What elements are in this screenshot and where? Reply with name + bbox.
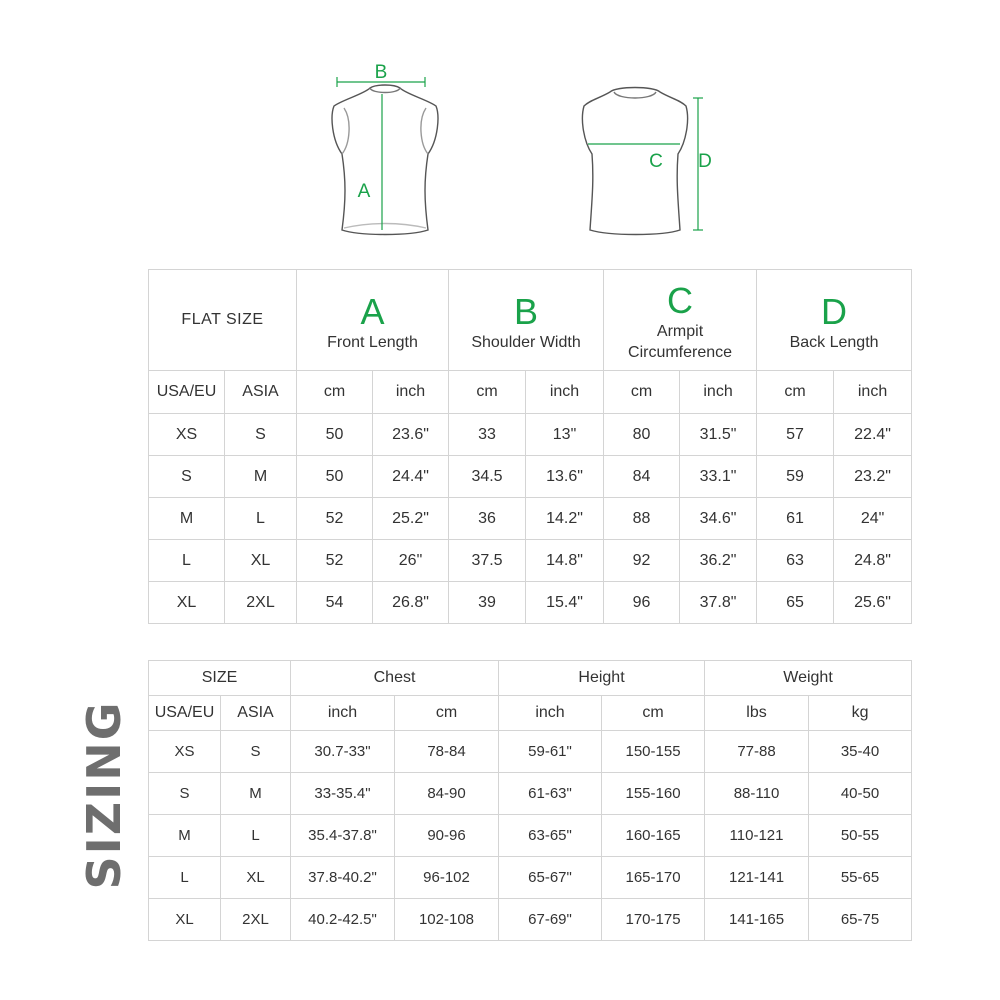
table-cell: 34.6" bbox=[680, 498, 757, 540]
table-cell: 67-69" bbox=[499, 899, 602, 941]
unit-header-cell: inch bbox=[526, 371, 604, 414]
table-cell: 37.8" bbox=[680, 582, 757, 624]
column-name: Back Length bbox=[789, 333, 879, 351]
label-d: D bbox=[698, 151, 712, 172]
size-header: SIZE bbox=[149, 661, 291, 696]
table-cell: 25.2" bbox=[373, 498, 449, 540]
table-cell: 55-65 bbox=[809, 857, 912, 899]
table-cell: 22.4" bbox=[834, 414, 912, 456]
table-cell: 54 bbox=[297, 582, 373, 624]
vest-back-icon bbox=[582, 88, 687, 235]
table-cell: XS bbox=[149, 414, 225, 456]
unit-header-cell: cm bbox=[602, 696, 705, 731]
label-a: A bbox=[357, 181, 371, 202]
table-cell: 96-102 bbox=[395, 857, 499, 899]
table-cell: 31.5" bbox=[680, 414, 757, 456]
table-cell: L bbox=[221, 815, 291, 857]
table-cell: 33 bbox=[449, 414, 526, 456]
table-cell: M bbox=[225, 456, 297, 498]
unit-header-cell: kg bbox=[809, 696, 912, 731]
unit-header-cell: inch bbox=[499, 696, 602, 731]
unit-header-cell: cm bbox=[604, 371, 680, 414]
table-cell: 14.2" bbox=[526, 498, 604, 540]
table-cell: 61-63" bbox=[499, 773, 602, 815]
table-cell: 121-141 bbox=[705, 857, 809, 899]
unit-header-cell: USA/EU bbox=[149, 371, 225, 414]
unit-header-cell: USA/EU bbox=[149, 696, 221, 731]
table-cell: 2XL bbox=[221, 899, 291, 941]
unit-header-cell: cm bbox=[757, 371, 834, 414]
table-row bbox=[149, 773, 912, 815]
table-row bbox=[149, 582, 912, 624]
table-cell: 24.4" bbox=[373, 456, 449, 498]
unit-header-cell: inch bbox=[291, 696, 395, 731]
table-cell: 110-121 bbox=[705, 815, 809, 857]
table-cell: 13" bbox=[526, 414, 604, 456]
sizing-side-title bbox=[44, 700, 164, 890]
table-cell: XL bbox=[221, 857, 291, 899]
table-cell: 160-165 bbox=[602, 815, 705, 857]
unit-header-row bbox=[149, 696, 912, 731]
table-cell: 88 bbox=[604, 498, 680, 540]
flat-size-header bbox=[149, 270, 297, 371]
table-cell: 165-170 bbox=[602, 857, 705, 899]
shoulder-width-header bbox=[449, 270, 604, 371]
table-cell: 88-110 bbox=[705, 773, 809, 815]
unit-header-cell: inch bbox=[373, 371, 449, 414]
table-cell: XS bbox=[149, 731, 221, 773]
front-length-header bbox=[297, 270, 449, 371]
vest-illustrations bbox=[300, 50, 740, 250]
table-cell: 34.5 bbox=[449, 456, 526, 498]
unit-header-cell: lbs bbox=[705, 696, 809, 731]
table-cell: 61 bbox=[757, 498, 834, 540]
unit-header-cell: cm bbox=[395, 696, 499, 731]
table-cell: 26" bbox=[373, 540, 449, 582]
unit-header-cell: cm bbox=[297, 371, 373, 414]
unit-header-cell: cm bbox=[449, 371, 526, 414]
table-cell: 35-40 bbox=[809, 731, 912, 773]
table-cell: L bbox=[225, 498, 297, 540]
table-cell: 13.6" bbox=[526, 456, 604, 498]
flat-size-title: FLAT SIZE bbox=[181, 311, 264, 328]
table-row bbox=[149, 815, 912, 857]
table-cell: 63-65" bbox=[499, 815, 602, 857]
table-cell: 78-84 bbox=[395, 731, 499, 773]
table-cell: 23.6" bbox=[373, 414, 449, 456]
table-cell: 90-96 bbox=[395, 815, 499, 857]
flat-size-table bbox=[148, 269, 912, 624]
table-cell: 84 bbox=[604, 456, 680, 498]
table-cell: 102-108 bbox=[395, 899, 499, 941]
table-cell: 37.8-40.2" bbox=[291, 857, 395, 899]
table-cell: 23.2" bbox=[834, 456, 912, 498]
table-cell: 65 bbox=[757, 582, 834, 624]
table-cell: 50-55 bbox=[809, 815, 912, 857]
column-name: Front Length bbox=[327, 333, 418, 351]
unit-header-cell: ASIA bbox=[225, 371, 297, 414]
weight-header: Weight bbox=[705, 661, 912, 696]
table-cell: 57 bbox=[757, 414, 834, 456]
table-cell: 40-50 bbox=[809, 773, 912, 815]
table-row bbox=[149, 540, 912, 582]
table-row bbox=[149, 899, 912, 941]
table-cell: 155-160 bbox=[602, 773, 705, 815]
armpit-circumference-header bbox=[604, 270, 757, 371]
table-row bbox=[149, 857, 912, 899]
table-cell: 24" bbox=[834, 498, 912, 540]
table-cell: 33-35.4" bbox=[291, 773, 395, 815]
table-cell: 35.4-37.8" bbox=[291, 815, 395, 857]
table-cell: 15.4" bbox=[526, 582, 604, 624]
unit-header-cell: inch bbox=[680, 371, 757, 414]
table-cell: S bbox=[221, 731, 291, 773]
table-cell: S bbox=[149, 456, 225, 498]
column-name: Shoulder Width bbox=[471, 333, 581, 351]
table-cell: 50 bbox=[297, 456, 373, 498]
table-cell: 24.8" bbox=[834, 540, 912, 582]
table-cell: 92 bbox=[604, 540, 680, 582]
sizing-title-text: SIZING bbox=[77, 700, 131, 890]
unit-header-cell: ASIA bbox=[221, 696, 291, 731]
vest-front-icon bbox=[332, 85, 438, 235]
height-header: Height bbox=[499, 661, 705, 696]
measurement-diagram bbox=[300, 50, 740, 250]
table-cell: 80 bbox=[604, 414, 680, 456]
table-cell: M bbox=[149, 815, 221, 857]
body-size-table bbox=[148, 660, 912, 941]
column-letter: B bbox=[514, 290, 539, 332]
label-c: C bbox=[649, 151, 663, 172]
body-size-rows bbox=[149, 731, 912, 941]
table-cell: M bbox=[149, 498, 225, 540]
unit-header-cell: inch bbox=[834, 371, 912, 414]
column-letter: D bbox=[821, 290, 848, 332]
table-cell: 52 bbox=[297, 540, 373, 582]
table-cell: 37.5 bbox=[449, 540, 526, 582]
table-cell: 26.8" bbox=[373, 582, 449, 624]
table-cell: 36 bbox=[449, 498, 526, 540]
label-b: B bbox=[374, 62, 388, 83]
table-row bbox=[149, 414, 912, 456]
back-length-header bbox=[757, 270, 912, 371]
table-cell: S bbox=[149, 773, 221, 815]
table-cell: 150-155 bbox=[602, 731, 705, 773]
table-cell: 63 bbox=[757, 540, 834, 582]
table-cell: 65-67" bbox=[499, 857, 602, 899]
table-cell: M bbox=[221, 773, 291, 815]
table-row bbox=[149, 731, 912, 773]
table-cell: XL bbox=[225, 540, 297, 582]
table-cell: 52 bbox=[297, 498, 373, 540]
table-cell: 141-165 bbox=[705, 899, 809, 941]
table-cell: 40.2-42.5" bbox=[291, 899, 395, 941]
table-cell: 59 bbox=[757, 456, 834, 498]
table-cell: 50 bbox=[297, 414, 373, 456]
table-cell: XL bbox=[149, 582, 225, 624]
table-cell: 14.8" bbox=[526, 540, 604, 582]
table-cell: 77-88 bbox=[705, 731, 809, 773]
table-row bbox=[149, 456, 912, 498]
column-letter: A bbox=[360, 290, 385, 332]
table-cell: 39 bbox=[449, 582, 526, 624]
chest-header: Chest bbox=[291, 661, 499, 696]
table-cell: 96 bbox=[604, 582, 680, 624]
table-cell: 59-61" bbox=[499, 731, 602, 773]
table-cell: 2XL bbox=[225, 582, 297, 624]
column-letter: C bbox=[667, 280, 694, 321]
table-cell: 30.7-33" bbox=[291, 731, 395, 773]
flat-size-rows bbox=[149, 414, 912, 624]
table-cell: 25.6" bbox=[834, 582, 912, 624]
column-name: Armpit Circumference bbox=[628, 323, 733, 361]
table-row bbox=[149, 498, 912, 540]
table-cell: S bbox=[225, 414, 297, 456]
table-cell: L bbox=[149, 857, 221, 899]
table-cell: 84-90 bbox=[395, 773, 499, 815]
table-cell: XL bbox=[149, 899, 221, 941]
unit-header-row bbox=[149, 371, 912, 414]
table-cell: 65-75 bbox=[809, 899, 912, 941]
table-cell: 36.2" bbox=[680, 540, 757, 582]
table-cell: 170-175 bbox=[602, 899, 705, 941]
table-cell: 33.1" bbox=[680, 456, 757, 498]
table-cell: L bbox=[149, 540, 225, 582]
